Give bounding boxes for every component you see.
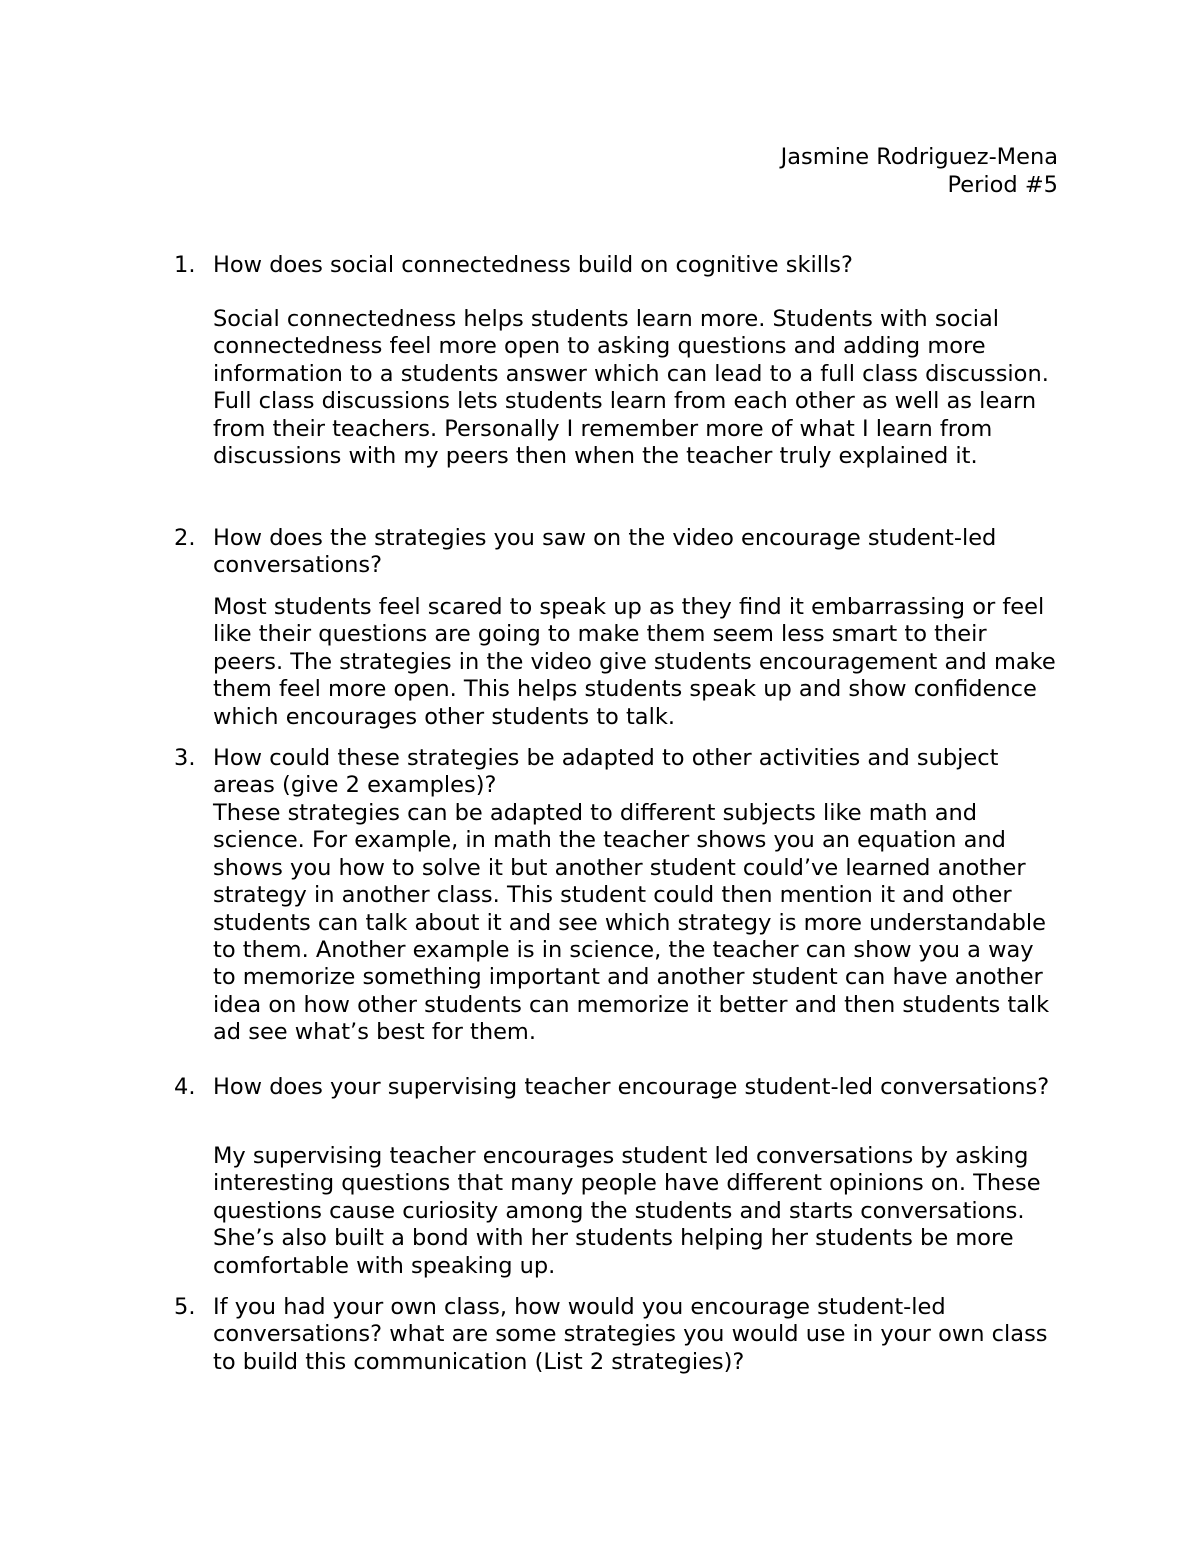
question-text: How does your supervising teacher encourage student-led conversations? bbox=[213, 1074, 1050, 1100]
question-text: If you had your own class, how would you encourage student-led conversations? what are some strategies you would use in your own class to build this communication (List 2 strategies)? bbox=[213, 1294, 1048, 1375]
question-5 bbox=[174, 1294, 1074, 1376]
question-text: How does the strategies you saw on the video encourage student-led conversations? bbox=[213, 525, 997, 579]
answer-3: These strategies can be adapted to different subjects like math and science. For example, in math the teacher shows you an equation and shows you how to solve it but another student could’ve learned another strategy in another class. This student could then mention it and other students can talk about it and see which strategy is more understandable to them. Another example is in science, the teacher can show you a way to memorize something important and another student can have another idea on how other students can memorize it better and then students talk ad see what’s best for them. bbox=[213, 800, 1050, 1046]
answer-4: My supervising teacher encourages student led conversations by asking interesting questions that many people have different opinions on. These questions cause curiosity among the students and starts conversations. She’s also built a bond with her students helping her students be more comfortable with speaking up. bbox=[213, 1143, 1041, 1279]
question-text: How does social connectedness build on cognitive skills? bbox=[213, 252, 853, 278]
question-number: 1. bbox=[174, 252, 196, 278]
question-3 bbox=[174, 745, 1074, 800]
answer-2: Most students feel scared to speak up as they find it embarrassing or feel like their questions are going to make them seem less smart to their peers. The strategies in the video give students encouragement and make them feel more open. This helps students speak up and show confidence which encourages other students to talk. bbox=[213, 594, 1056, 730]
question-2 bbox=[174, 525, 1074, 580]
class-period: Period #5 bbox=[947, 172, 1058, 198]
question-number: 2. bbox=[174, 525, 196, 551]
question-number: 3. bbox=[174, 745, 196, 771]
question-4 bbox=[174, 1074, 1074, 1101]
question-1 bbox=[174, 252, 1074, 279]
question-number: 5. bbox=[174, 1294, 196, 1320]
question-number: 4. bbox=[174, 1074, 196, 1100]
question-text: How could these strategies be adapted to other activities and subject areas (give 2 examples)? bbox=[213, 745, 999, 799]
student-name: Jasmine Rodriguez-Mena bbox=[780, 144, 1058, 170]
document-header bbox=[781, 143, 1058, 199]
answer-1: Social connectedness helps students learn more. Students with social connectedness feel more open to asking questions and adding more information to a students answer which can lead to a full class discussion. Full class discussions lets students learn from each other as well as learn from their teachers. Personally I remember more of what I learn from discussions with my peers then when the teacher truly explained it. bbox=[213, 306, 1049, 470]
